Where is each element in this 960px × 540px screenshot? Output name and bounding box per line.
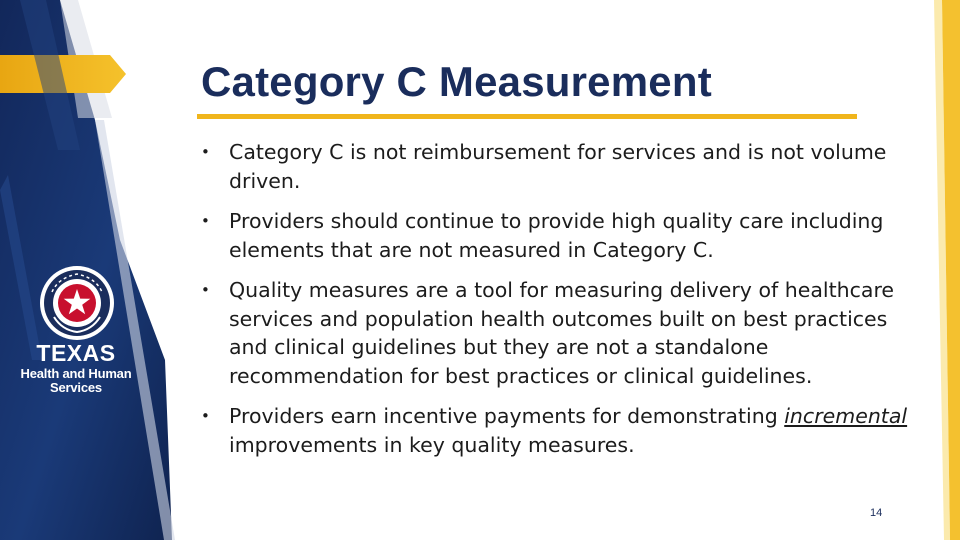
page-number: 14 [870, 507, 883, 519]
hhs-logo [0, 258, 155, 408]
bullet-dot-icon: • [201, 281, 210, 299]
bullet-item [201, 207, 921, 264]
logo-texas-text: TEXAS [36, 340, 116, 366]
logo-agency-line-1: Health and Human [20, 366, 132, 381]
bullet-text-start: Providers earn incentive payments for demonstrating [229, 404, 785, 428]
right-decorative-edge [920, 0, 960, 540]
bullet-item [201, 138, 921, 195]
bullet-item [201, 276, 921, 390]
bullet-text: Quality measures are a tool for measuring delivery of healthcare services and population health outcomes built on best practices and clinical guidelines but they are not a standalone recommendation for best practices or clinical guidelines. [229, 278, 895, 388]
bullet-dot-icon: • [201, 212, 210, 230]
texas-star-seal-icon [38, 264, 116, 342]
bullet-dot-icon: • [201, 143, 210, 161]
bullet-dot-icon: • [201, 407, 210, 425]
logo-agency-line-2: Services [50, 380, 102, 395]
bullet-list [201, 138, 921, 471]
emphasized-word: incremental [784, 404, 908, 428]
slide-title: Category C Measurement [201, 58, 712, 105]
bullet-text: Providers should continue to provide high quality care including elements that are not measured in Category C. [229, 209, 884, 262]
title-underline [197, 114, 857, 119]
bullet-text: Category C is not reimbursement for services and is not volume driven. [229, 140, 887, 193]
bullet-item [201, 402, 921, 459]
bullet-text-end: improvements in key quality measures. [229, 432, 635, 457]
